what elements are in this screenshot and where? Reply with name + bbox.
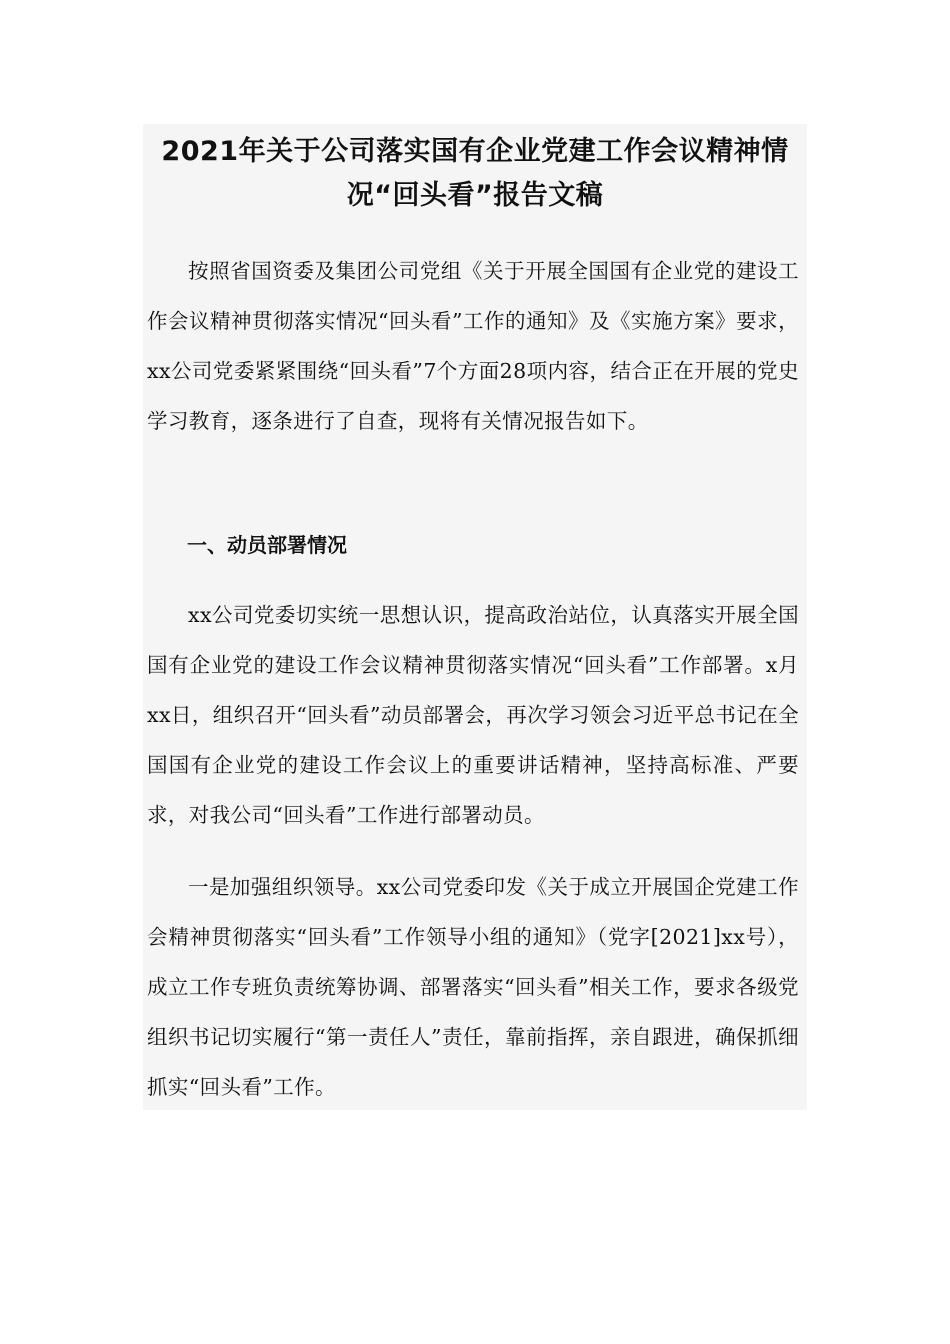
body-paragraph: xx公司党委切实统一思想认识，提高政治站位，认真落实开展全国国有企业党的建设工作会议精神贯彻落实情况“回头看”工作部署。x月xx日，组织召开“回头看”动员部署会，再次学习领会习近平总书记在全国国有企业党的建设工作会议上的重要讲话精神，坚持高标准、严要求，对我公司“回头看”工作进行部署动员。 bbox=[147, 603, 799, 827]
intro-paragraph: 按照省国资委及集团公司党组《关于开展全国国有企业党的建设工作会议精神贯彻落实情况“回头看”工作的通知》及《实施方案》要求，xx公司党委紧紧围绕“回头看”7个方面28项内容，结合正在开展的党史学习教育，逐条进行了自查，现将有关情况报告如下。 bbox=[147, 259, 799, 433]
body-paragraph: 一是加强组织领导。xx公司党委印发《关于成立开展国企党建工作会精神贯彻落实“回头看”工作领导小组的通知》（党字[2021]xx号），成立工作专班负责统筹协调、部署落实“回头看”相关工作，要求各级党组织书记切实履行“第一责任人”责任，靠前指挥，亲自跟进，确保抓细抓实“回头看”工作。 bbox=[147, 875, 799, 1099]
section-heading: 一、动员部署情况 bbox=[187, 533, 347, 557]
document-title: 2021年关于公司落实国有企业党建工作会议精神情况“回头看”报告文稿 bbox=[161, 136, 789, 211]
